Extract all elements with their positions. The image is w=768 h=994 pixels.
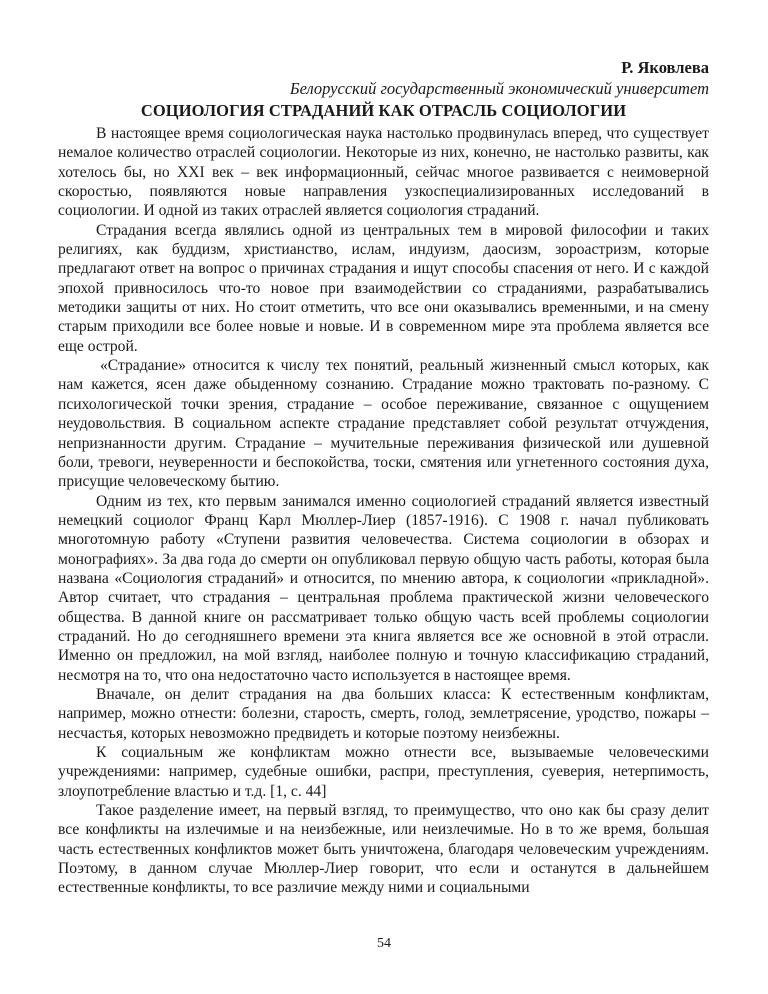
paragraph: Страдания всегда являлись одной из центральных тем в мировой философии и таких религиях, как буддизм, христианство, ислам, индуизм, даосизм, зороастризм, которые предлагают ответ на вопрос о причинах страдания и ищут способы спасения от него. И с каждой эпохой привносилось что-то новое при взаимодействии со страданиями, разрабатывались методики защиты от них. Но стоит отметить, что все они оказывались временными, и на смену старым приходили все более новые и новые. И в современном мире эта проблема является все еще острой.	[58, 221, 709, 355]
paragraph: «Страдание» относится к числу тех понятий, реальный жизненный смысл которых, как нам кажется, ясен даже обыденному сознанию. Страдание можно трактовать по-разному. С психологической точки зрения, страдание – особое переживание, связанное с ощущением неудовольствия. В социальном аспекте страдание представляет собой результат отчуждения, непризнанности другим. Страдание – мучительные переживания физической или душевной боли, тревоги, неуверенности и беспокойства, тоски, смятения или угнетенного состояния духа, присущие человеческому бытию.	[58, 357, 709, 491]
paragraph: К социальным же конфликтам можно отнести все, вызываемые человеческими учреждениями: например, судебные ошибки, распри, преступления, суеверия, нетерпимость, злоупотребление властью и т.д. [1, с. 44]	[58, 744, 709, 800]
paragraph: Такое разделение имеет, на первый взгляд, то преимущество, что оно как бы сразу делит все конфликты на излечимые и на неизбежные, или неизлечимые. Но в то же время, большая часть естественных конфликтов может быть уничтожена, благодаря человеческим учреждениям. Поэтому, в данном случае Мюллер-Лиер говорит, что если и останутся в дальнейшем естественные конфликты, то все различие между ними и социальными	[58, 802, 709, 897]
author-affiliation: Белорусский государственный экономический университет	[289, 79, 709, 98]
paragraph: Одним из тех, кто первым занимался именно социологией страданий является известный немецкий социолог Франц Карл Мюллер-Лиер (1857-1916). С 1908 г. начал публиковать многотомную работу «Ступени развития человечества. Система социологии в обзорах и монографиях». За два года до смерти он опубликовал первую общую часть работы, которая была названа «Социология страданий» и относится, по мнению автора, к социологии «прикладной». Автор считает, что страдания – центральная проблема практической жизни человеческого общества. В данной книге он рассматривает только общую часть всей проблемы социологии страданий. Но до сегодняшнего времени эта книга является все же основной в этой отрасли. Именно он предложил, на мой взгляд, наиболее полную и точную классификацию страданий, несмотря на то, что она недостаточно часто используется в настоящее время.	[58, 492, 709, 684]
page-number: 54	[377, 936, 391, 951]
paragraph: В настоящее время социологическая наука настолько продвинулась вперед, что существует немалое количество отраслей социологии. Некоторые из них, конечно, не настолько развиты, как хотелось бы, но XXI век – век информационный, сейчас многое развивается с неимоверной скоростью, появляются новые направления узкоспециализированных исследований в социологии. И одной из таких отраслей является социология страданий.	[58, 125, 709, 220]
page	[58, 58, 709, 898]
article-title: СОЦИОЛОГИЯ СТРАДАНИЙ КАК ОТРАСЛЬ СОЦИОЛОГИИ	[140, 101, 627, 120]
author-name: Р. Яковлева	[621, 58, 709, 77]
article-body	[58, 124, 709, 898]
paragraph: Вначале, он делит страдания на два больших класса: К естественным конфликтам, например, можно отнести: болезни, старость, смерть, голод, землетрясение, уродство, пожары –несчастья, которых невозможно предвидеть и которые поэтому неизбежны.	[58, 685, 709, 742]
